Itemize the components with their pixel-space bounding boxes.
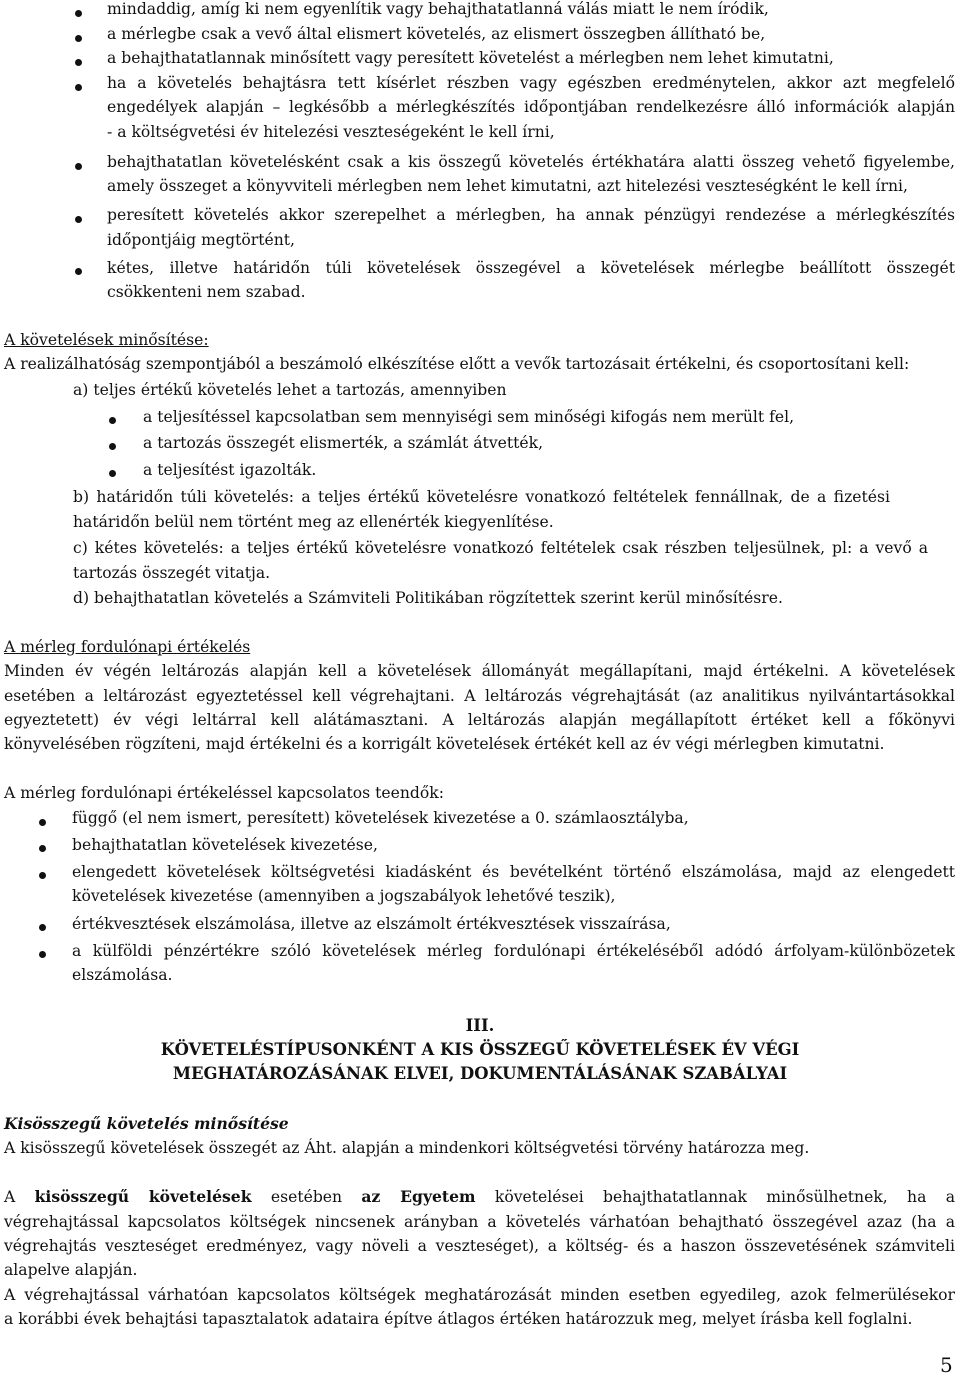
paragraph-line: határidőn belül nem történt meg az ellenérték kiegyenlítése. [73,513,554,531]
list-item-line: - a költségvetési év hitelezési veszteségeként le kell írni, [107,123,555,141]
list-item-line: időpontjáig megtörtént, [107,231,295,249]
paragraph-line: végrehajtással kapcsolatos költségek nincsenek arányban a követelés várhatóan behajtható összegével azaz (ha a [4,1213,955,1231]
bullet [75,59,82,66]
paragraph: a) teljes értékű követelés lehet a tartozás, amennyiben [73,381,507,399]
paragraph: A mérleg fordulónapi értékeléssel kapcsolatos teendők: [4,784,444,802]
list-item-line: elszámolása. [72,966,173,984]
list-item-line: peresített követelés akkor szerepelhet a mérlegben, ha annak pénzügyi rendezése a mérlegkészítés [107,206,955,224]
list-item-line: amely összeget a könyvviteli mérlegben nem lehet kimutatni, azt hitelezési veszteségként le kell írni, [107,177,908,195]
list-item: mindaddig, amíg ki nem egyenlítik vagy behajthatatlanná válás miatt le nem íródik, [107,0,769,18]
list-item: függő (el nem ismert, peresített) követelések kivezetése a 0. számlaosztályba, [72,809,689,827]
paragraph-line: esetében a leltározást egyeztetéssel kell végrehajtani. A leltározás végrehajtását (az analitikus nyilvántartásokkal [4,687,955,705]
page-number: 5 [940,1353,953,1377]
bullet [39,924,46,931]
bullet [75,10,82,17]
bullet [39,819,46,826]
paragraph: A kisösszegű követelések összegét az Áht. alapján a mindenkori költségvetési törvény határozza meg. [4,1139,810,1157]
paragraph-line: d) behajthatatlan követelés a Számviteli Politikában rögzítettek szerint kerül minősítésre. [73,589,783,607]
bullet [109,470,116,477]
list-item: értékvesztések elszámolása, illetve az elszámolt értékvesztések visszaírása, [72,915,671,933]
emphasis: az Egyetem [361,1187,476,1206]
bullet [39,872,46,879]
list-item: a teljesítést igazolták. [143,461,317,479]
bullet [39,951,46,958]
chapter-number: III. [465,1016,495,1035]
list-item-line: elengedett követelések költségvetési kiadásként és bevételként történő elszámolása, majd az elengedett [72,863,955,881]
list-item: behajthatatlan követelések kivezetése, [72,836,378,854]
paragraph-line: Minden év végén leltározás alapján kell a követelések állományát megállapítani, majd értékelni. A követelések [4,662,955,680]
list-item: a mérlegbe csak a vevő által elismert követelés, az elismert összegben állítható be, [107,25,766,43]
list-item: a tartozás összegét elismerték, a számlát átvették, [143,434,544,452]
paragraph: A realizálhatóság szempontjából a beszámoló elkészítése előtt a vevők tartozásait értékelni, és csoportosítani kell: [4,355,910,373]
list-item-line: behajthatatlan követelésként csak a kis összegű követelés értékhatára alatti összeg vehető figyelembe, [107,153,955,171]
paragraph-line: A kisösszegű követelések esetében az Egyetem követelései behajthatatlannak minősülhetnek, ha a [4,1187,956,1206]
list-item-line: csökkenteni nem szabad. [107,283,306,301]
bullet [39,845,46,852]
section-heading: A mérleg fordulónapi értékelés [4,638,251,656]
paragraph-line: tartozás összegét vitatja. [73,564,271,582]
emphasis: kisösszegű követelések [34,1187,252,1206]
list-item: a teljesítéssel kapcsolatban sem mennyiségi sem minőségi kifogás nem merült fel, [143,408,795,426]
paragraph-line: könyvelésében rögzíteni, majd értékelni és a korrigált követelések értékét kell az év végi mérlegben kimutatni. [4,735,885,753]
paragraph-line: alapelve alapján. [4,1261,138,1279]
paragraph-line: b) határidőn túli követelés: a teljes értékű követelésre vonatkozó feltételek fennállnak, de a fizetési [73,488,890,506]
list-item-line: engedélyek alapján – legkésőbb a mérlegkészítés időpontjában rendelkezésre álló információk alapján [107,98,955,116]
bullet [75,84,82,91]
bullet [75,163,82,170]
bullet [109,443,116,450]
bullet [75,35,82,42]
bullet [109,417,116,424]
paragraph-line: c) kétes követelés: a teljes értékű követelésre vonatkozó feltételek csak részben teljesülnek, pl: a vevő a [73,539,928,557]
paragraph-line: végrehajtás veszteséget eredményez, vagy növeli a veszteséget), a költség- és a haszon összevetésének számviteli [4,1237,955,1255]
chapter-title: MEGHATÁROZÁSÁNAK ELVEI, DOKUMENTÁLÁSÁNAK SZABÁLYAI [172,1064,788,1083]
paragraph-line: a korábbi évek behajtási tapasztalatok adataira építve átlagos értéken határozzuk meg, melyet írásba kell foglalni. [4,1310,913,1328]
bullet [75,268,82,275]
section-heading: Kisösszegű követelés minősítése [4,1114,289,1133]
section-heading: A követelések minősítése: [4,331,209,349]
list-item-line: kétes, illetve határidőn túli követelések összegével a követelések mérlegbe beállított összegét [107,259,955,277]
list-item-line: ha a követelés behajtásra tett kísérlet részben vagy egészben eredménytelen, akkor azt megfelelő [107,74,955,92]
list-item-line: követelések kivezetése (amennyiben a jogszabályok lehetővé teszik), [72,887,616,905]
paragraph-line: egyeztetett) év végi leltárral kell alátámasztani. A leltározás alapján megállapított értéket kell a főkönyvi [4,711,955,729]
chapter-title: KÖVETELÉSTÍPUSONKÉNT A KIS ÖSSZEGŰ KÖVETELÉSEK ÉV VÉGI [160,1040,800,1059]
bullet [75,216,82,223]
paragraph-line: A végrehajtással várhatóan kapcsolatos költségek meghatározását minden esetben egyedileg, azok felmerülésekor [4,1286,955,1304]
list-item-line: a külföldi pénzértékre szóló követelések mérleg fordulónapi értékeléséből adódó árfolyam-különbözetek [72,942,955,960]
list-item: a behajthatatlannak minősített vagy peresített követelést a mérlegben nem lehet kimutatni, [107,49,834,67]
